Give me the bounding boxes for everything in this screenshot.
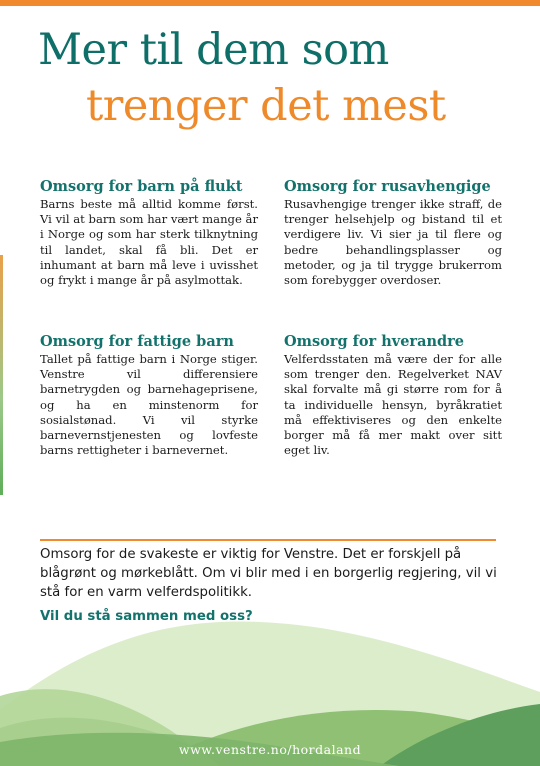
footer-url[interactable]: www.venstre.no/hordaland <box>178 742 362 757</box>
headline-line-1: Mer til dem som <box>38 25 389 75</box>
section-body: Tallet på fattige barn i Norge stiger. Venstre vil differensiere barnetrygden og barnehageprisene, og ha en minstenorm for sosialstønad. Vi vil styrke barnevernstjenesten og lovfeste barns rettigheter i barnevernet. <box>40 352 258 458</box>
section-rusavhengige <box>284 178 502 288</box>
headline-line-2: trenger det mest <box>86 81 446 131</box>
closing-call-to-action: Vil du stå sammen med oss? <box>40 609 253 624</box>
top-accent-bar <box>0 0 540 6</box>
section-hverandre <box>284 333 502 458</box>
section-title: Omsorg for rusavhengige <box>284 178 491 195</box>
section-title: Omsorg for hverandre <box>284 333 465 350</box>
section-body: Rusavhengige trenger ikke straff, de trenger helsehjelp og bistand til et verdigere liv. Vi sier ja til flere og bedre behandlingsplasser og metoder, og ja til trygge brukerrom som forebygger overdoser. <box>284 197 502 288</box>
closing-text: Omsorg for de svakeste er viktig for Venstre. Det er forskjell på blågrønt og mørkeblått. Om vi blir med i en borgerlig regjering, vil vi stå for en varm velferdspolitikk. <box>40 547 497 600</box>
section-body: Barns beste må alltid komme først. Vi vil at barn som har vært mange år i Norge og som har sterk tilknytning til landet, skal få bli. Det er inhumant at barn må leve i uvisshet og frykt i mange år på asylmottak. <box>40 197 258 288</box>
section-title: Omsorg for barn på flukt <box>40 178 243 195</box>
section-title: Omsorg for fattige barn <box>40 333 234 350</box>
section-body: Velferdsstaten må være der for alle som trenger den. Regelverket NAV skal forvalte må gi større rom for å ta individuelle hensyn, byråkratiet må effektiviseres og den enkelte borger må få mer makt over sitt eget liv. <box>284 352 502 458</box>
section-fattige-barn <box>40 333 258 458</box>
section-barn-pa-flukt <box>40 178 258 288</box>
left-edge-stripe <box>0 255 3 495</box>
closing-divider <box>40 539 496 541</box>
